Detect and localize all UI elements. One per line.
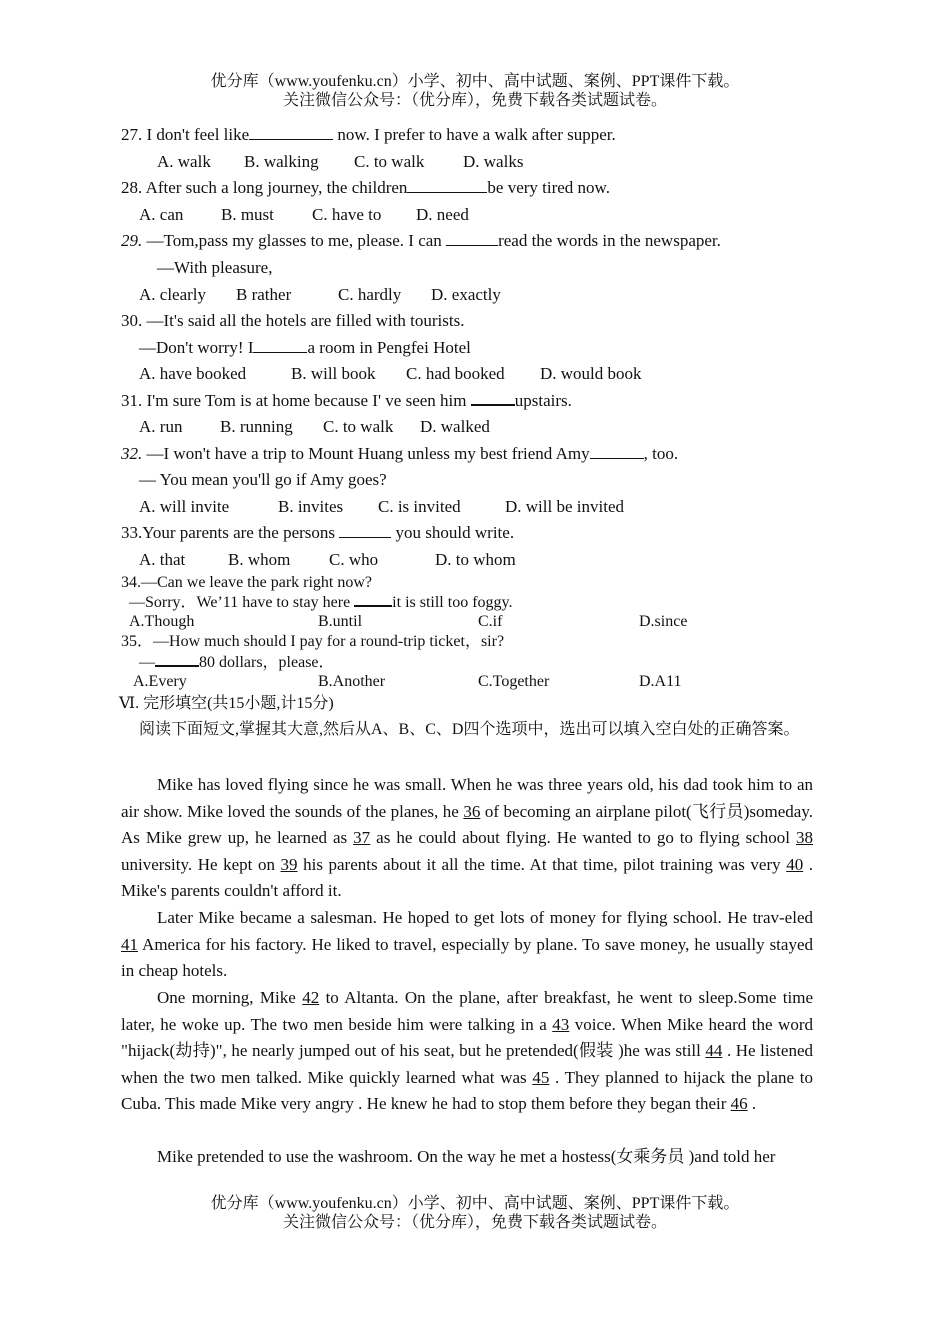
option: A. run bbox=[139, 417, 183, 436]
blank-number: 46 bbox=[730, 1094, 748, 1113]
option: D.since bbox=[639, 613, 688, 630]
option: D. would book bbox=[540, 364, 642, 383]
blank-number: 43 bbox=[552, 1014, 570, 1034]
answer-blank bbox=[339, 523, 391, 538]
blank-number: 38 bbox=[796, 828, 813, 847]
passage-paragraph-2: Later Mike became a salesman. He hoped to get lots of money for flying school. He trav-eled 41 America for his factory. He liked to travel, especially by plane. To save money, he usually stayed in cheap hotels. bbox=[121, 908, 813, 980]
question-35: 35．—How much should I pay for a round-trip ticket，sir? bbox=[121, 633, 505, 650]
option: B. invites bbox=[278, 497, 344, 516]
answer-blank bbox=[253, 338, 307, 353]
option: A.Every bbox=[133, 673, 187, 690]
answer-blank bbox=[471, 390, 515, 406]
question-32: 32. —I won't have a trip to Mount Huang unless my best friend Amy , too. bbox=[121, 444, 679, 463]
blank-number: 41 bbox=[121, 934, 138, 954]
option: A. have booked bbox=[139, 364, 247, 383]
option: D.A11 bbox=[639, 673, 682, 690]
option: D. need bbox=[416, 205, 469, 224]
option: B. whom bbox=[228, 550, 291, 569]
passage-paragraph-3: One morning, Mike 42 to Altanta. On the plane, after breakfast, he went to sleep.Some time later, he woke up. The two men beside him were talking in a 43 voice. When Mike heard the word "hijack(劫持)", he nearly jumped out of his seat, but he pretended(假装 )he was still 44 . He listened when the two men talked. Mike quickly learned what was 45 . They planned to hijack the plane to Cuba. This made Mike very angry . He knew he had to stop them before they began their 46 . bbox=[121, 988, 813, 1113]
question-32-reply: — You mean you'll go if Amy goes? bbox=[139, 470, 387, 489]
option: C. hardly bbox=[338, 285, 402, 304]
option: C. had booked bbox=[406, 364, 505, 383]
passage-paragraph-4: Mike pretended to use the washroom. On the way he met a hostess(女乘务员 )and told her bbox=[157, 1147, 776, 1166]
option: C. to walk bbox=[323, 417, 394, 436]
question-34: 34.—Can we leave the park right now? bbox=[121, 574, 373, 591]
passage-paragraph-1: Mike has loved flying since he was small. When he was three years old, his dad took him to an air show. Mike loved the sounds of the planes, he 36 of becoming an airplane pilot(飞行员)someday. As Mike grew up, he learned as 37 as he could about flying. He wanted to go to flying school 38 university. He kept on 39 his parents about it all the time. At that time, pilot training was very 40 . Mike's parents couldn't afford it. bbox=[121, 775, 814, 900]
blank-number: 40 bbox=[786, 854, 804, 874]
answer-blank bbox=[354, 592, 392, 607]
option: B rather bbox=[236, 285, 292, 304]
answer-blank bbox=[407, 178, 487, 193]
option: D. will be invited bbox=[505, 497, 624, 516]
blank-number: 36 bbox=[463, 801, 481, 821]
answer-blank bbox=[590, 444, 644, 459]
section-title: Ⅵ. 完形填空(共15小题,计15分) bbox=[119, 695, 334, 712]
option: C.Together bbox=[478, 673, 550, 690]
option: B.until bbox=[318, 613, 363, 630]
section-instruction: 阅读下面短文,掌握其大意,然后从A、B、C、D四个选项中，选出可以填入空白处的正确答案。 bbox=[139, 721, 800, 738]
blank-number: 44 bbox=[705, 1041, 723, 1060]
answer-blank bbox=[155, 652, 199, 667]
question-29: 29. —Tom,pass my glasses to me, please. I can read the words in the newspaper. bbox=[121, 231, 721, 250]
option: A.Though bbox=[129, 613, 195, 630]
blank-number: 45 bbox=[532, 1067, 550, 1087]
header-line-2: 关注微信公众号：（优分库），免费下载各类试题试卷。 bbox=[282, 92, 667, 109]
option: C. to walk bbox=[354, 152, 425, 171]
blank-number: 39 bbox=[280, 854, 298, 874]
question-34-reply: —Sorry．We’11 have to stay here it is still too foggy. bbox=[129, 594, 513, 611]
option: C. have to bbox=[312, 205, 382, 224]
question-28: 28. After such a long journey, the children be very tired now. bbox=[121, 178, 610, 197]
option: A. walk bbox=[157, 152, 211, 171]
question-35-reply: — 80 dollars，please． bbox=[139, 654, 335, 671]
option: D. walked bbox=[420, 417, 490, 436]
question-30-reply: —Don't worry! I a room in Pengfei Hotel bbox=[139, 338, 471, 357]
footer-line-1: 优分库（www.youfenku.cn）小学、初中、高中试题、案例、PPT课件下载。 bbox=[210, 1195, 740, 1212]
option: D. to whom bbox=[435, 550, 516, 569]
header-line-1: 优分库（www.youfenku.cn）小学、初中、高中试题、案例、PPT课件下载。 bbox=[210, 73, 740, 90]
blank-number: 37 bbox=[353, 828, 371, 847]
question-29-reply: —With pleasure, bbox=[157, 258, 273, 277]
option: A. can bbox=[139, 205, 184, 224]
question-30: 30. —It's said all the hotels are filled with tourists. bbox=[121, 311, 465, 330]
question-31: 31. I'm sure Tom is at home because I' ve seen him upstairs. bbox=[121, 391, 572, 410]
option: A. clearly bbox=[139, 285, 207, 304]
question-27: 27. I don't feel like now. I prefer to have a walk after supper. bbox=[121, 125, 616, 144]
blank-number: 42 bbox=[302, 988, 320, 1007]
option: C. is invited bbox=[378, 497, 461, 516]
option: A. that bbox=[139, 550, 186, 569]
footer-line-2: 关注微信公众号：（优分库），免费下载各类试题试卷。 bbox=[282, 1214, 667, 1231]
answer-blank bbox=[249, 125, 333, 140]
option: B. walking bbox=[244, 152, 319, 171]
option: D. walks bbox=[463, 152, 524, 171]
question-33: 33.Your parents are the persons you should write. bbox=[121, 523, 515, 542]
option: B. running bbox=[220, 417, 293, 436]
option: C.if bbox=[478, 613, 503, 630]
answer-blank bbox=[446, 231, 498, 246]
option: B.Another bbox=[318, 673, 386, 690]
option: B. must bbox=[221, 205, 274, 224]
option: A. will invite bbox=[139, 497, 230, 516]
option: D. exactly bbox=[431, 285, 501, 304]
option: C. who bbox=[329, 550, 379, 569]
option: B. will book bbox=[291, 364, 376, 383]
